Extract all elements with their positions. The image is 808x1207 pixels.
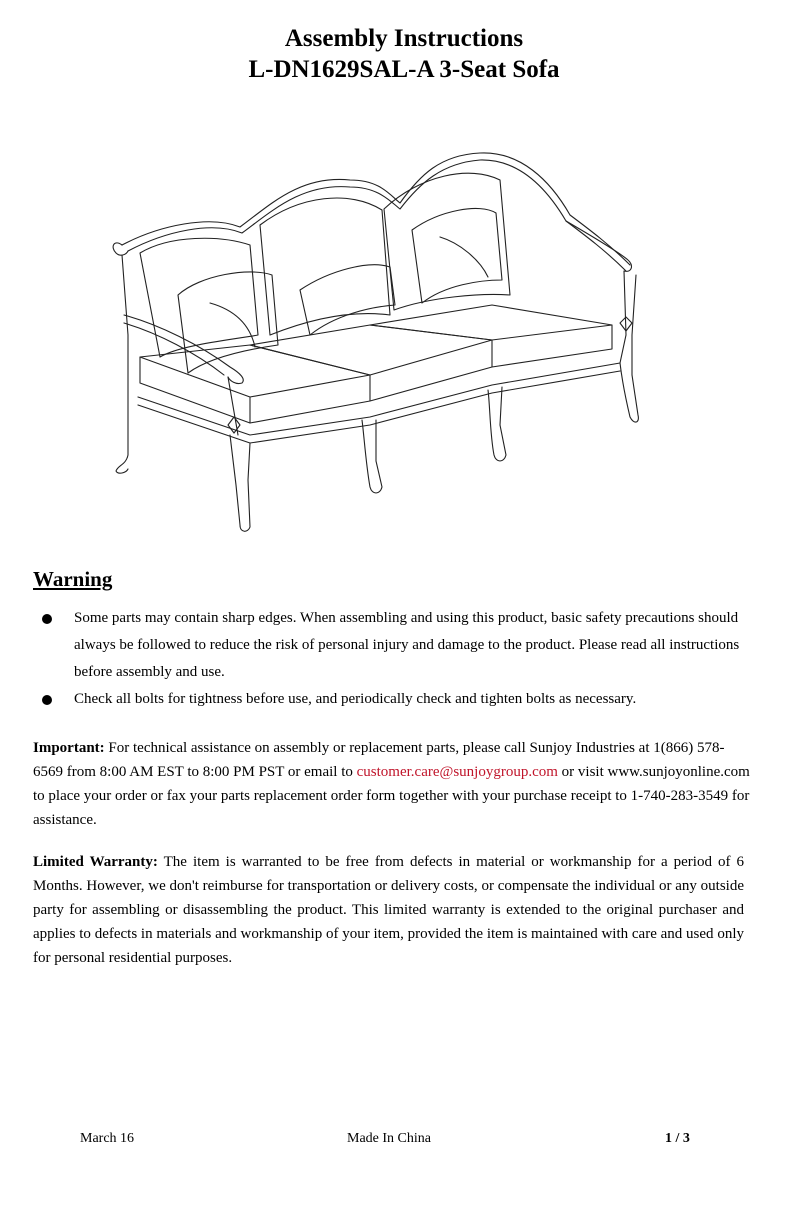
product-model-title: L-DN1629SAL-A 3-Seat Sofa	[248, 56, 560, 83]
warranty-label: Limited Warranty:	[33, 854, 158, 870]
warranty-paragraph	[33, 850, 744, 970]
bullet-dot-icon	[42, 614, 52, 624]
warning-item-1: Some parts may contain sharp edges. When assembling and using this product, basic safety precautions should always be followed to reduce the risk of personal injury and damage to the product. Please read all instructions before assembly and use.	[74, 610, 740, 680]
warning-item-2: Check all bolts for tightness before use, and periodically check and tighten bolts as necessary.	[74, 691, 637, 707]
warranty-text: The item is warranted to be free from defects in material or workmanship for a period of 6 Months. However, we don't reimburse for transportation or delivery costs, or compensate the individual or any outside party for assembling or disassembling the product. This limited warranty is extended to the original purchaser and applies to defects in materials and workmanship of your item, provided the item is maintained with care and used only for personal residential purposes.	[33, 854, 744, 966]
sofa-line-drawing-icon	[100, 135, 660, 545]
document-title: Assembly Instructions	[284, 25, 524, 52]
footer-date: March 16	[80, 1131, 135, 1146]
footer-origin: Made In China	[347, 1131, 431, 1146]
footer-page-number: 1 / 3	[665, 1131, 690, 1146]
important-paragraph	[33, 736, 753, 832]
warning-heading: Warning	[33, 567, 113, 591]
support-email-link[interactable]: customer.care@sunjoygroup.com	[356, 764, 558, 780]
important-text: For technical assistance on assembly or replacement parts, please call Sunjoy Industries at 1(866) 578-6569 from 8:00 AM EST to 8:00 PM PST or email to	[33, 740, 725, 780]
important-text-continued: or visit www.sunjoyonline.com to place your order or fax your parts replacement order form together with your purchase receipt to 1-740-283-3549 for assistance.	[33, 764, 750, 828]
bullet-dot-icon	[42, 695, 52, 705]
important-label: Important:	[33, 740, 105, 756]
